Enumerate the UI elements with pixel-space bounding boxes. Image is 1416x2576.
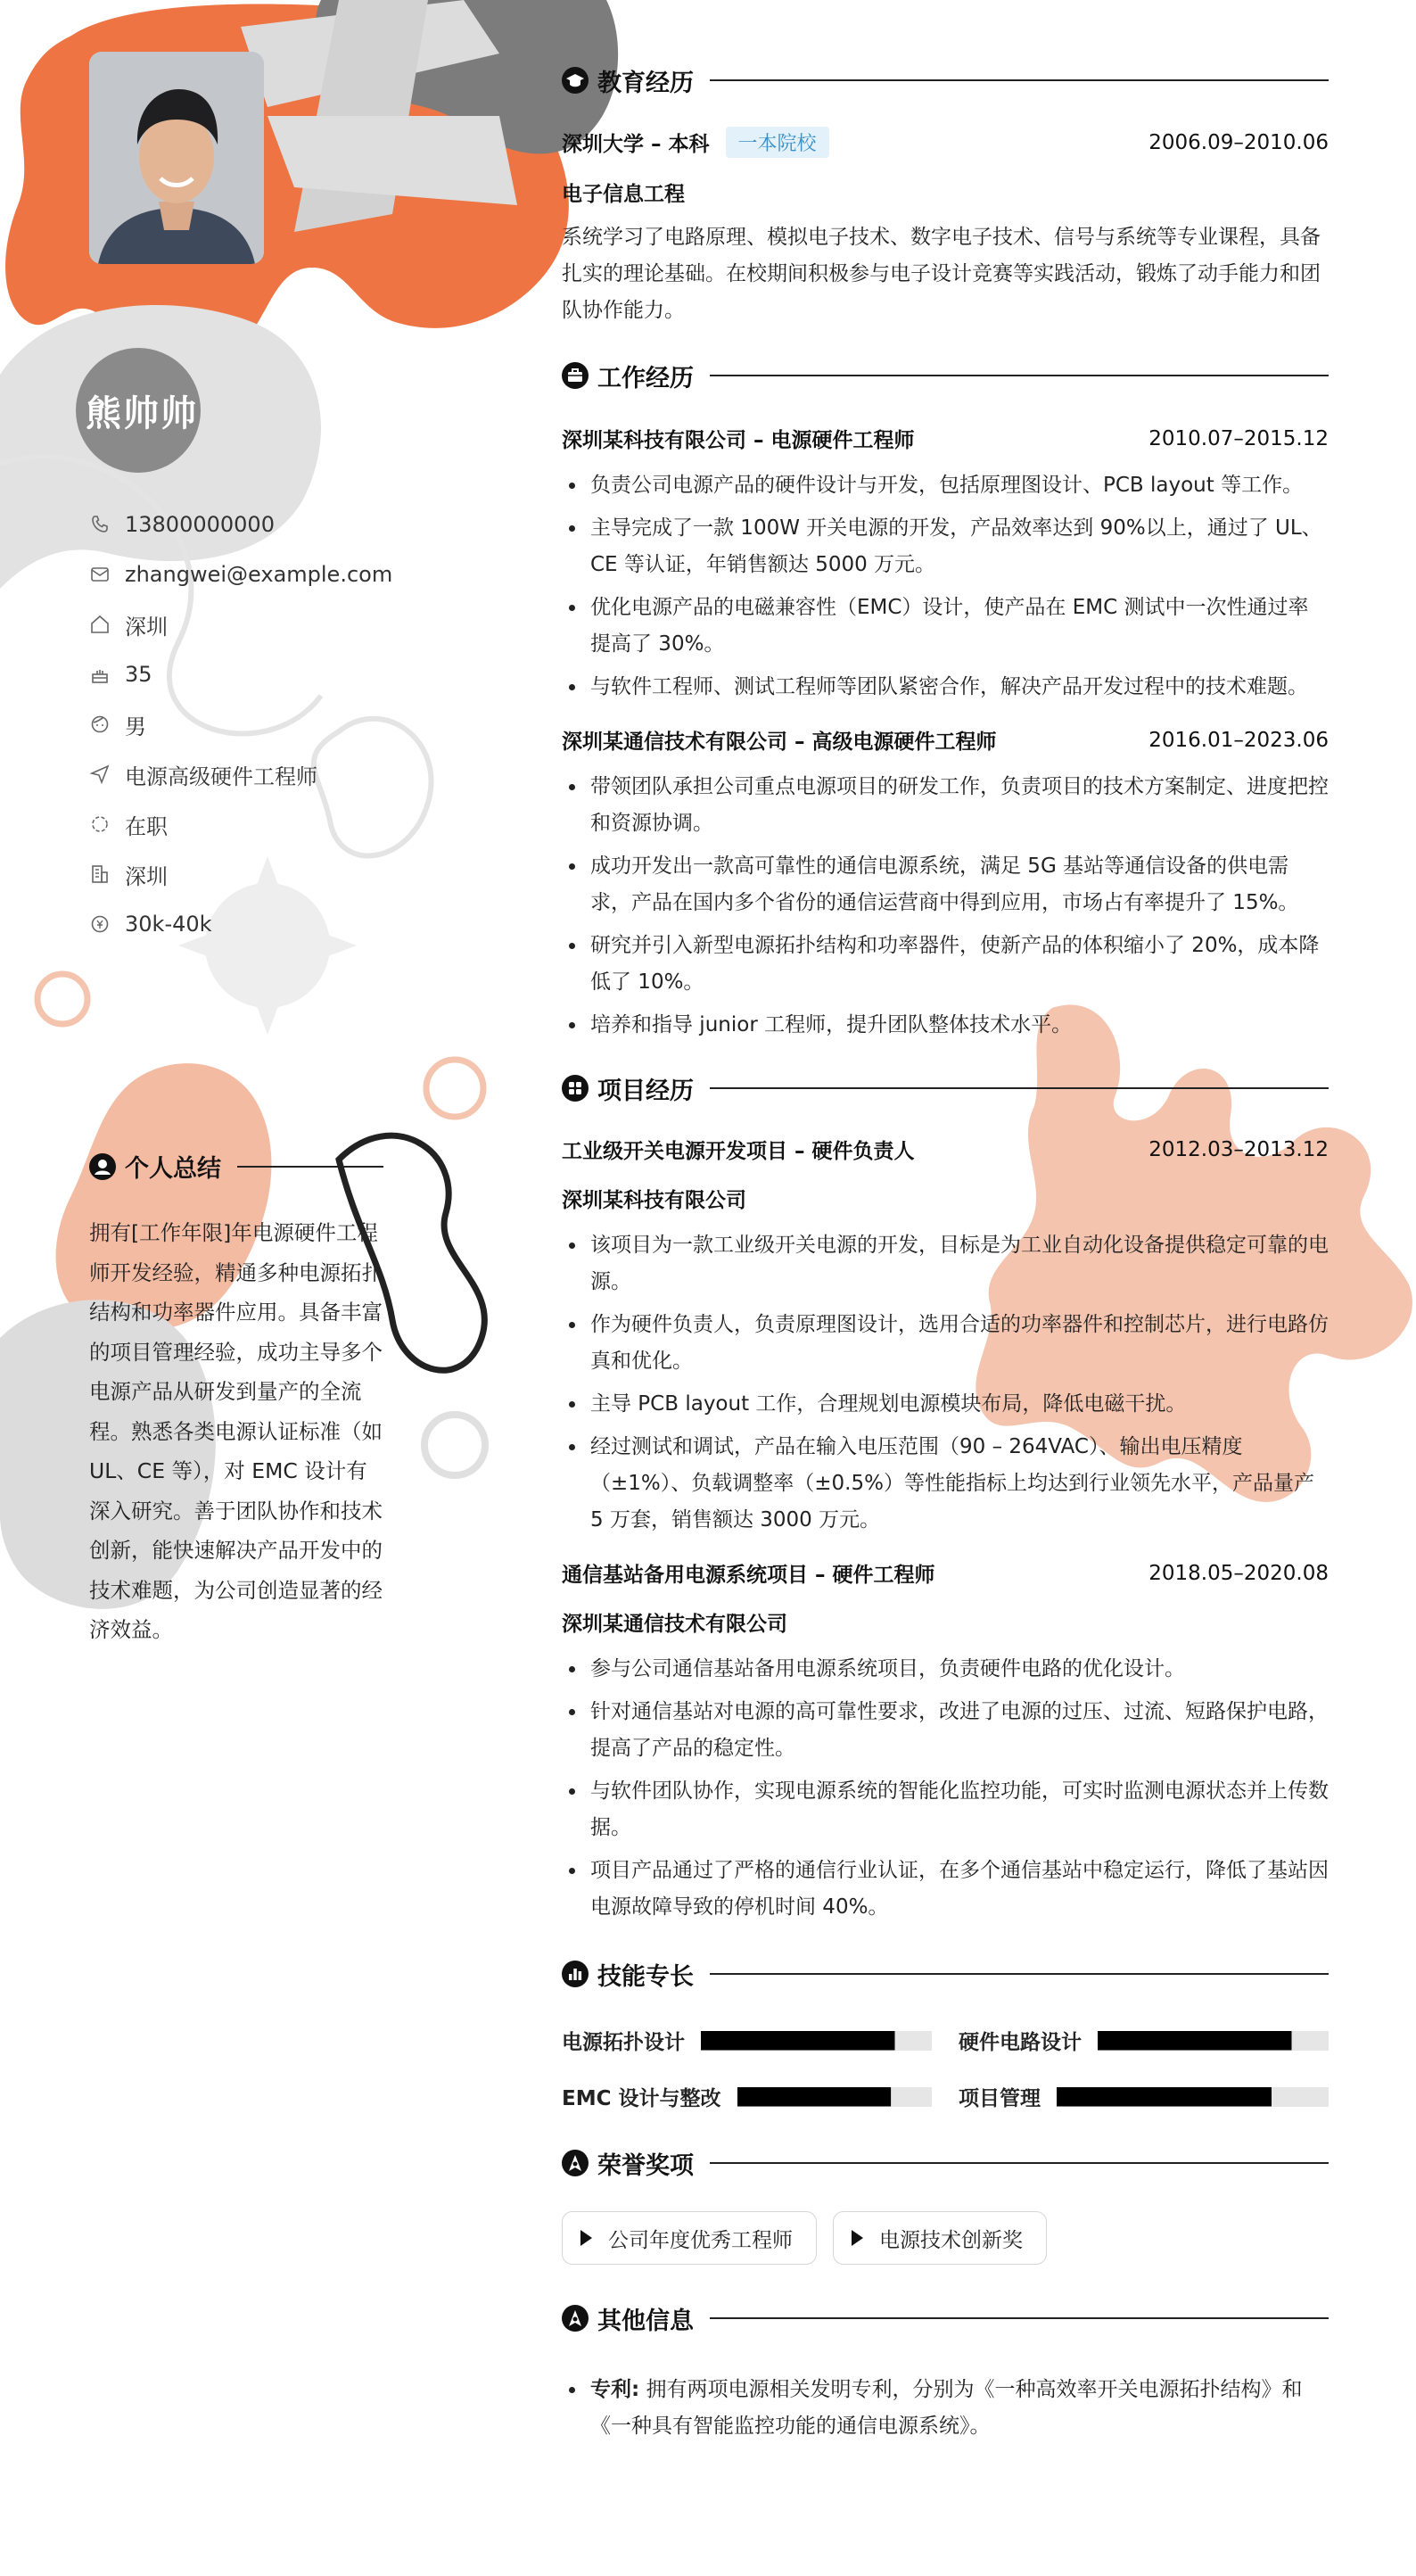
education-major: 电子信息工程 <box>562 183 685 206</box>
left-column <box>0 0 499 2576</box>
position-text: 电源高级硬件工程师 <box>125 764 317 789</box>
skill-bar <box>1057 2087 1329 2107</box>
skill-name: 项目管理 <box>959 2087 1041 2110</box>
list-item: 项目产品通过了严格的通信行业认证，在多个通信基站中稳定运行，降低了基站因电源故障导致的停机时间 40%。 <box>562 1853 1329 1926</box>
medal-icon <box>562 2150 589 2176</box>
education-heading <box>562 62 1329 98</box>
skill-name: EMC 设计与整改 <box>562 2087 721 2110</box>
status-icon <box>89 813 111 835</box>
skill-name: 电源拓扑设计 <box>562 2031 685 2054</box>
user-icon <box>89 1153 116 1180</box>
avatar-portrait-icon <box>89 52 264 264</box>
project-row <box>562 1135 1329 1164</box>
award-text: 电源技术创新奖 <box>879 2228 1023 2252</box>
play-icon <box>580 2230 592 2246</box>
job-company: 深圳某科技有限公司 – 电源硬件工程师 <box>562 429 915 452</box>
list-item: 与软件工程师、测试工程师等团队紧密合作，解决产品开发过程中的技术难题。 <box>562 669 1329 706</box>
other-text: 拥有两项电源相关发明专利，分别为《一种高效率开关电源拓扑结构》和《一种具有智能监控功能的通信电源系统》。 <box>590 2378 1303 2438</box>
skill-item <box>562 2082 932 2111</box>
info-position <box>89 749 464 799</box>
education-divider <box>710 79 1329 81</box>
briefcase-icon <box>562 362 589 389</box>
education-desc: 系统学习了电路原理、模拟电子技术、数字电子技术、信号与系统等专业课程，具备扎实的理论基础。在校期间积极参与电子设计竞赛等实践活动，锻炼了动手能力和团队协作能力。 <box>562 226 1321 322</box>
award-item <box>833 2211 1047 2265</box>
other-info-list <box>562 2372 1329 2445</box>
project-name: 通信基站备用电源系统项目 – 硬件工程师 <box>562 1564 935 1587</box>
project-org: 深圳某通信技术有限公司 <box>562 1613 787 1636</box>
list-item: 该项目为一款工业级开关电源的开发，目标是为工业自动化设备提供稳定可靠的电源。 <box>562 1227 1329 1300</box>
list-item: 经过测试和调试，产品在输入电压范围（90 – 264VAC）、输出电压精度（±1%）、负载调整率（±0.5%）等性能指标上均达到行业领先水平，产品量产 5 万套，销售额达 3000 万元。 <box>562 1429 1329 1539</box>
job-row <box>562 725 1329 755</box>
projects-heading <box>562 1070 1329 1106</box>
age-text: 35 <box>125 662 152 687</box>
project-row <box>562 1558 1329 1588</box>
salary-icon <box>89 913 111 935</box>
building-icon <box>89 863 111 885</box>
bar-chart-icon <box>562 1961 589 1987</box>
status-text: 在职 <box>125 813 168 839</box>
skill-item <box>959 2082 1329 2111</box>
list-item: 负责公司电源产品的硬件设计与开发，包括原理图设计、PCB layout 等工作。 <box>562 467 1329 504</box>
info-salary <box>89 899 464 949</box>
other-divider <box>710 2317 1329 2319</box>
work-divider <box>710 375 1329 376</box>
skill-name: 硬件电路设计 <box>959 2031 1082 2054</box>
profile-name: 熊帅帅 <box>86 393 198 434</box>
work-title: 工作经历 <box>597 364 694 392</box>
honors-divider <box>710 2162 1329 2164</box>
info-status <box>89 799 464 849</box>
list-item: 与软件团队协作，实现电源系统的智能化监控功能，可实时监测电源状态并上传数据。 <box>562 1773 1329 1846</box>
summary-text: 拥有[工作年限]年电源硬件工程师开发经验，精通多种电源拓扑结构和功率器件应用。具备丰富的项目管理经验，成功主导多个电源产品从研发到量产的全流程。熟悉各类电源认证标准（如 UL、CE 等），对 EMC 设计有深入研究。善于团队协作和技术创新，能快速解决产品开发中的技术难题，为公司创造显著的经济效益。 <box>89 1220 383 1642</box>
education-date: 2006.09–2010.06 <box>1148 130 1329 154</box>
project-date: 2018.05–2020.08 <box>1148 1561 1329 1585</box>
project-date: 2012.03–2013.12 <box>1148 1137 1329 1161</box>
info-gender <box>89 699 464 749</box>
info-location <box>89 599 464 649</box>
info-email <box>89 549 464 599</box>
education-title: 教育经历 <box>597 69 694 97</box>
contact-info-list <box>89 500 464 949</box>
honors-heading <box>562 2145 1329 2181</box>
skill-bar-fill <box>1098 2031 1292 2051</box>
list-item: 培养和指导 junior 工程师，提升团队整体技术水平。 <box>562 1007 1329 1044</box>
job-company: 深圳某通信技术有限公司 – 高级电源硬件工程师 <box>562 731 997 754</box>
list-item: 研究并引入新型电源拓扑结构和功率器件，使新产品的体积缩小了 20%，成本降低了 10%。 <box>562 928 1329 1001</box>
right-column <box>562 62 1329 2451</box>
list-item <box>562 2372 1329 2445</box>
skill-bar-fill <box>1057 2087 1272 2107</box>
projects-divider <box>710 1087 1329 1089</box>
avatar <box>89 52 264 264</box>
list-item: 带领团队承担公司重点电源项目的研发工作，负责项目的技术方案制定、进度把控和资源协调。 <box>562 769 1329 842</box>
location-text: 深圳 <box>125 614 168 640</box>
award-text: 公司年度优秀工程师 <box>608 2228 793 2252</box>
skill-bar-fill <box>701 2031 895 2051</box>
gender-text: 男 <box>125 714 146 739</box>
list-item: 优化电源产品的电磁兼容性（EMC）设计，使产品在 EMC 测试中一次性通过率提高了 30%。 <box>562 590 1329 663</box>
list-item: 主导完成了一款 100W 开关电源的开发，产品效率达到 90%以上，通过了 UL、CE 等认证，年销售额达 5000 万元。 <box>562 510 1329 583</box>
play-icon <box>852 2230 863 2246</box>
job-duties-list <box>562 769 1329 1044</box>
list-item: 成功开发出一款高可靠性的通信电源系统，满足 5G 基站等通信设备的供电需求，产品在国内多个省份的通信运营商中得到应用，市场占有率提升了 15%。 <box>562 848 1329 921</box>
project-org: 深圳某科技有限公司 <box>562 1189 746 1212</box>
summary-heading <box>89 1149 383 1184</box>
project-items-list <box>562 1227 1329 1539</box>
list-item: 参与公司通信基站备用电源系统项目，负责硬件电路的优化设计。 <box>562 1651 1329 1688</box>
other-heading <box>562 2300 1329 2336</box>
list-item: 主导 PCB layout 工作，合理规划电源模块布局，降低电磁干扰。 <box>562 1386 1329 1423</box>
education-row <box>562 127 1329 158</box>
city-text: 深圳 <box>125 863 168 889</box>
project-items-list <box>562 1651 1329 1926</box>
job-duties-list <box>562 467 1329 706</box>
skills-heading <box>562 1956 1329 1992</box>
skills-title: 技能专长 <box>597 1962 694 1991</box>
skill-bar <box>1098 2031 1329 2051</box>
phone-text: 13800000000 <box>125 512 275 537</box>
home-icon <box>89 614 111 635</box>
skill-item <box>959 2026 1329 2055</box>
school-tag-badge: 一本院校 <box>726 127 829 158</box>
skill-bar-fill <box>737 2087 892 2107</box>
awards-list <box>562 2211 1329 2265</box>
skills-divider <box>710 1973 1329 1975</box>
list-item: 针对通信基站对电源的高可靠性要求，改进了电源的过压、过流、短路保护电路，提高了产品的稳定性。 <box>562 1694 1329 1767</box>
gender-icon <box>89 714 111 735</box>
email-text: zhangwei@example.com <box>125 562 393 587</box>
skill-bar <box>737 2087 933 2107</box>
job-row <box>562 424 1329 453</box>
skill-item <box>562 2026 932 2055</box>
list-item: 作为硬件负责人，负责原理图设计，选用合适的功率器件和控制芯片，进行电路仿真和优化。 <box>562 1307 1329 1380</box>
cake-icon <box>89 664 111 685</box>
grid-icon <box>562 1075 589 1102</box>
info-city <box>89 849 464 899</box>
work-heading <box>562 358 1329 393</box>
award-item <box>562 2211 817 2265</box>
job-date: 2010.07–2015.12 <box>1148 426 1329 450</box>
salary-text: 30k-40k <box>125 912 212 937</box>
graduation-cap-icon <box>562 67 589 94</box>
info-phone <box>89 500 464 549</box>
projects-title: 项目经历 <box>597 1077 694 1105</box>
info-age <box>89 649 464 699</box>
other-title: 其他信息 <box>597 2307 694 2335</box>
summary-divider <box>237 1166 383 1168</box>
project-name: 工业级开关电源开发项目 – 硬件负责人 <box>562 1140 915 1163</box>
other-key: 专利: <box>590 2378 640 2401</box>
send-icon <box>89 764 111 785</box>
honors-title: 荣誉奖项 <box>597 2151 694 2180</box>
skills-grid <box>562 2026 1329 2111</box>
mail-icon <box>89 564 111 585</box>
summary-title: 个人总结 <box>125 1155 221 1183</box>
phone-icon <box>89 514 111 535</box>
skill-bar <box>701 2031 932 2051</box>
school-name: 深圳大学 – 本科 <box>562 133 710 156</box>
badge-icon <box>562 2305 589 2332</box>
job-date: 2016.01–2023.06 <box>1148 728 1329 752</box>
